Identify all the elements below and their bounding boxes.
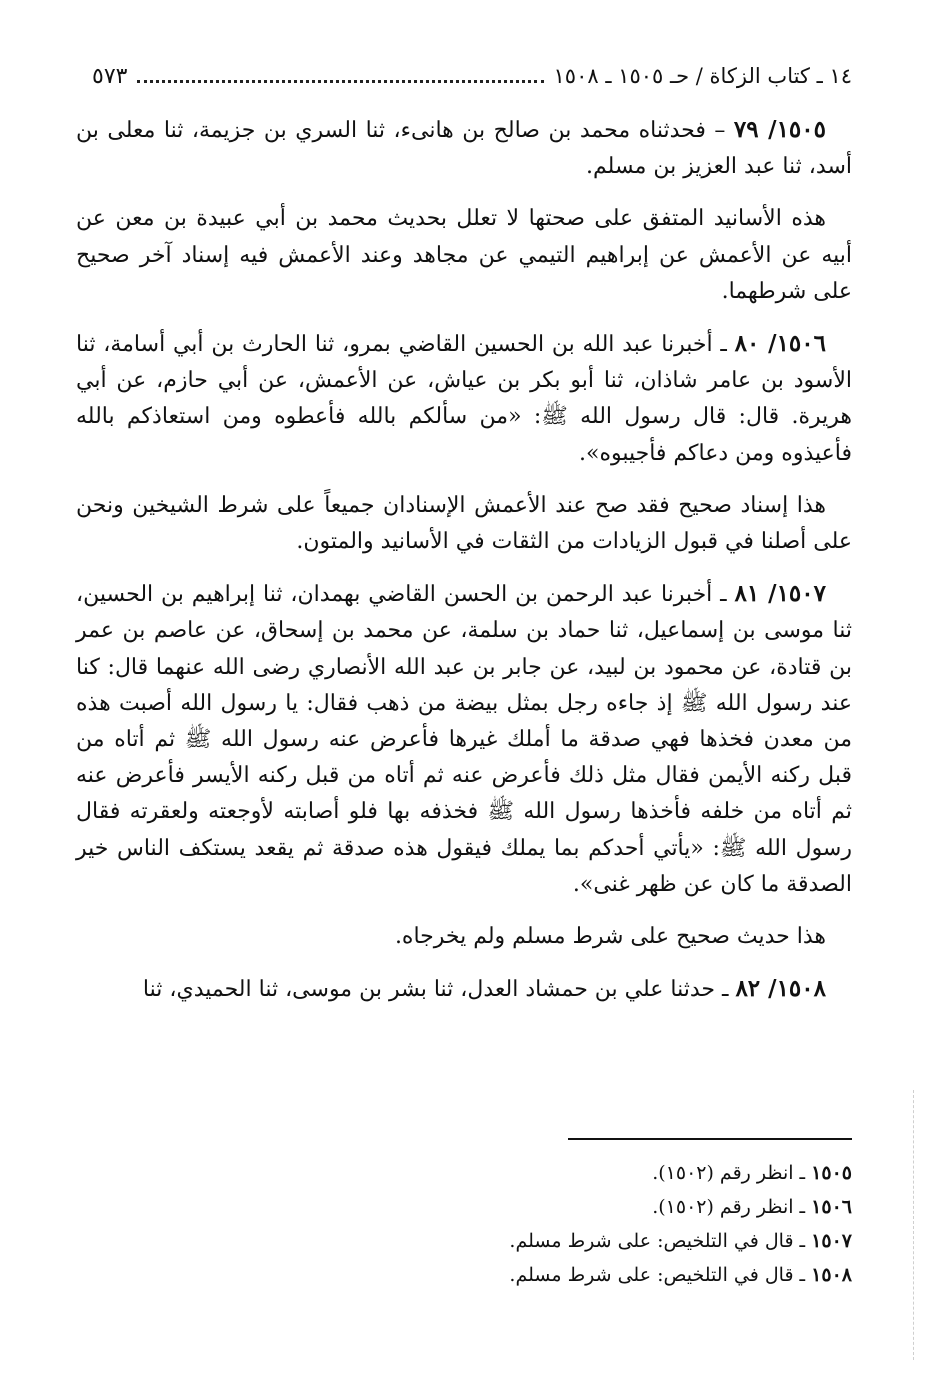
footnote [300,1224,852,1258]
hadith-paragraph [76,326,852,472]
paragraph-text: هذا إسناد صحيح فقد صح عند الأعمش الإسنادان جميعاً على شرط الشيخين ونحن على أصلنا في قبول الزيادات من الثقات في الأسانيد والمتون. [76,492,852,555]
footnote-number: ١٥٠٥ [811,1162,852,1184]
hadith-paragraph [76,576,852,903]
footnote-text: ـ انظر رقم (١٥٠٢). [652,1196,812,1218]
running-title: ١٤ ـ كتاب الزكاة / حـ ١٥٠٥ ـ ١٥٠٨ [553,64,852,88]
footnote [300,1156,852,1190]
paragraph-text: – فحدثناه محمد بن صالح بن هانىء، ثنا السري بن جزيمة، ثنا معلى بن أسد، ثنا عبد العزيز بن مسلم. [76,118,852,180]
running-header [92,58,852,94]
page-number: ٥٧٣ [92,63,128,89]
footnote-number: ١٥٠٧ [811,1230,852,1252]
footnote [300,1190,852,1224]
hadith-number: ١٥٠٧/ ٨١ [734,580,826,608]
main-text [76,112,852,1008]
hadith-paragraph [76,112,852,185]
footnote-text: ـ قال في التلخيص: على شرط مسلم. [509,1230,812,1252]
hadith-number: ١٥٠٥/ ٧٩ [733,116,826,143]
scan-artifact-line [913,1090,914,1360]
footnotes [300,1156,852,1292]
header-leader-dots [137,70,543,83]
footnote-text: ـ انظر رقم (١٥٠٢). [652,1162,812,1184]
hadith-paragraph [76,971,852,1008]
paragraph-text: هذه الأسانيد المتفق على صحتها لا تعلل بحديث محمد بن أبي عبيدة بن معن عن أبيه عن الأعمش عن إبراهيم التيمي عن مجاهد وعند الأعمش فيه إسناد آخر صحيح على شرطهما. [76,206,852,304]
hadith-number: ١٥٠٨/ ٨٢ [735,975,826,1003]
hadith-number: ١٥٠٦/ ٨٠ [734,330,826,358]
footnote-number: ١٥٠٨ [811,1264,852,1286]
footnote-text: ـ قال في التلخيص: على شرط مسلم. [509,1264,812,1286]
footnote [300,1258,852,1292]
paragraph-text: هذا حديث صحيح على شرط مسلم ولم يخرجاه. [394,924,826,950]
footnote-number: ١٥٠٦ [811,1196,852,1218]
footnote-divider [568,1138,852,1140]
commentary-paragraph [76,201,852,310]
paragraph-text: ـ حدثنا علي بن حمشاد العدل، ثنا بشر بن موسى، ثنا الحميدي، ثنا [142,977,736,1003]
commentary-paragraph [76,488,852,560]
paragraph-text: ـ أخبرنا عبد الرحمن بن الحسن القاضي بهمدان، ثنا إبراهيم بن الحسين، ثنا موسى بن إسماعيل، ثنا حماد بن سلمة، عن محمد بن إسحاق، عن عاصم بن عمر بن قتادة، عن محمود بن لبيد، عن جابر بن عبد الله الأنصاري رضى الله عنهما قال: كنا عند رسول الله ﷺ إذ جاءه رجل بمثل بيضة من ذهب فقال: يا رسول الله أصبت هذه من معدن فخذها فهي صدقة ما أملك غيرها فأعرض عنه رسول الله ﷺ ثم أتاه من قبل ركنه الأيمن فقال مثل ذلك فأعرض عنه ثم أتاه من قبل ركنه الأيسر فأعرض عنه ثم أتاه من خلفه فأخذها رسول الله ﷺ فخذفه بها فلو أصابته لأوجعته ولعقرته فقال رسول الله ﷺ: «يأتي أحدكم بما يملك فيقول هذه صدقة ثم يقعد يستكف الناس خير الصدقة ما كان عن ظهر غنى». [76,582,852,897]
paragraph-text: ـ أخبرنا عبد الله بن الحسين القاضي بمرو، ثنا الحارث بن أبي أسامة، ثنا الأسود بن عامر شاذان، ثنا أبو بكر بن عياش، عن الأعمش، عن أبي حازم، عن أبي هريرة. قال: قال رسول الله ﷺ: «من سألكم بالله فأعطوه ومن استعاذكم بالله فأعيذوه ومن دعاكم فأجيبوه». [76,332,852,466]
commentary-paragraph [76,919,852,955]
